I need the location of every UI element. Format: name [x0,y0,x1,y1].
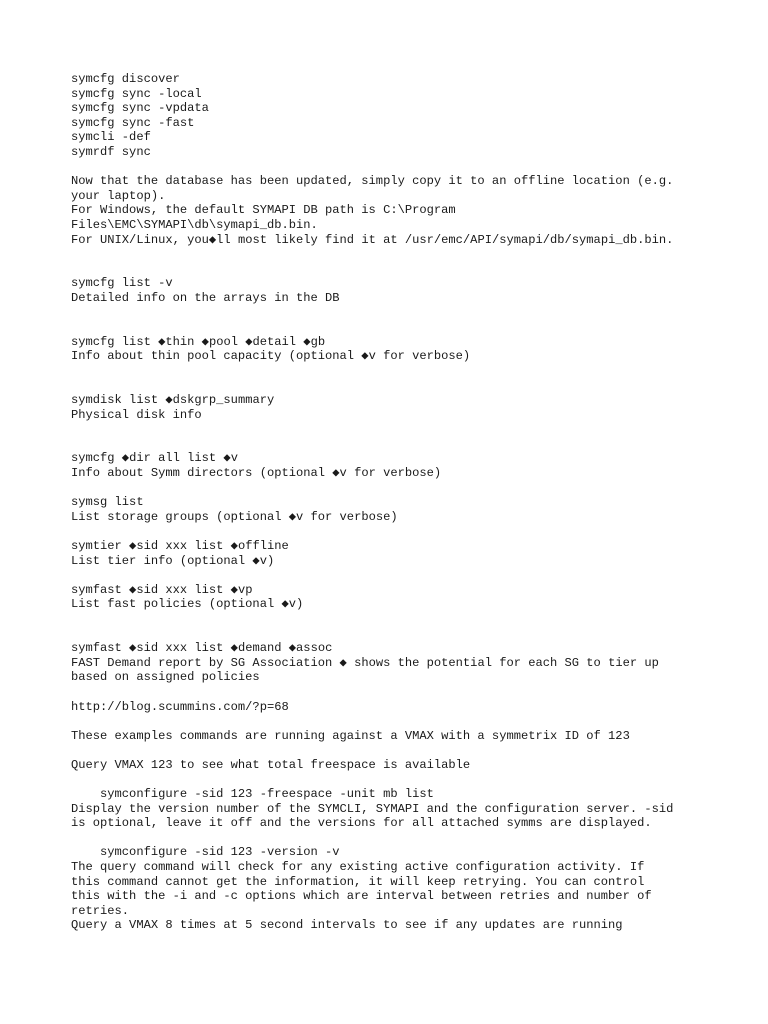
description-line: FAST Demand report by SG Association ◆ shows the potential for each SG to tier up [71,655,659,670]
command-line: symconfigure -sid 123 -version -v [71,845,340,860]
text-line: symcfg sync -local [71,86,202,101]
text-line: For UNIX/Linux, you◆ll most likely find it at /usr/emc/API/symapi/db/symapi_db.bin. [71,232,674,247]
source-url: http://blog.scummins.com/?p=68 [71,699,289,714]
text-line: symcfg sync -vpdata [71,101,209,116]
command-line: symconfigure -sid 123 -freespace -unit mb list [71,787,434,802]
intro-paragraph [71,729,751,744]
text-line: These examples commands are running against a VMAX with a symmetrix ID of 123 [71,728,630,743]
command-line: symcfg list -v [71,276,173,291]
description-line: List storage groups (optional ◆v for verbose) [71,509,398,524]
command-block [71,641,751,685]
command-block [71,495,751,524]
description-line: Info about thin pool capacity (optional ◆v for verbose) [71,349,471,364]
command-block [71,276,751,305]
command-block [71,451,751,480]
command-line: symcfg ◆dir all list ◆v [71,451,238,466]
command-block [71,393,751,422]
command-line: symcfg list ◆thin ◆pool ◆detail ◆gb [71,334,326,349]
text-line: your laptop). [71,188,166,203]
command-line: symfast ◆sid xxx list ◆demand ◆assoc [71,641,333,656]
description-line: this with the -i and -c options which are interval between retries and number of [71,889,652,904]
description-line: The query command will check for any existing active configuration activity. If [71,860,645,875]
text-line: Files\EMC\SYMAPI\db\symapi_db.bin. [71,217,318,232]
command-line: symfast ◆sid xxx list ◆vp [71,582,253,597]
db-location-block [71,174,751,247]
command-block [71,335,751,364]
description-line: is optional, leave it off and the versions for all attached symms are displayed. [71,816,652,831]
text-line: symcfg sync -fast [71,115,195,130]
description-line: retries. [71,903,130,918]
sync-commands-block [71,72,751,160]
description-line: Physical disk info [71,407,202,422]
text-line: symcfg discover [71,72,180,86]
description-line: Query a VMAX 8 times at 5 second intervals to see if any updates are running [71,918,623,933]
text-line: symrdf sync [71,144,151,159]
text-line: symcli -def [71,130,151,145]
command-line: symsg list [71,495,144,510]
freespace-heading [71,758,751,773]
command-block [71,845,751,933]
text-line: Query VMAX 123 to see what total freespace is available [71,757,471,772]
command-block [71,787,751,831]
command-line: symtier ◆sid xxx list ◆offline [71,539,289,553]
command-block [71,583,751,612]
description-line: based on assigned policies [71,670,260,685]
description-line: List fast policies (optional ◆v) [71,597,304,612]
text-line: Now that the database has been updated, simply copy it to an offline location (e.g. [71,174,674,189]
description-line: List tier info (optional ◆v) [71,553,275,568]
description-line: this command cannot get the information, it will keep retrying. You can control [71,874,645,889]
description-line: Detailed info on the arrays in the DB [71,290,340,305]
command-block [71,539,751,568]
command-line: symdisk list ◆dskgrp_summary [71,393,275,408]
document-body [71,72,751,933]
description-line: Info about Symm directors (optional ◆v for verbose) [71,466,442,481]
text-line: For Windows, the default SYMAPI DB path is C:\Program [71,203,456,218]
source-url-block [71,700,751,715]
description-line: Display the version number of the SYMCLI, SYMAPI and the configuration server. -sid [71,801,674,816]
